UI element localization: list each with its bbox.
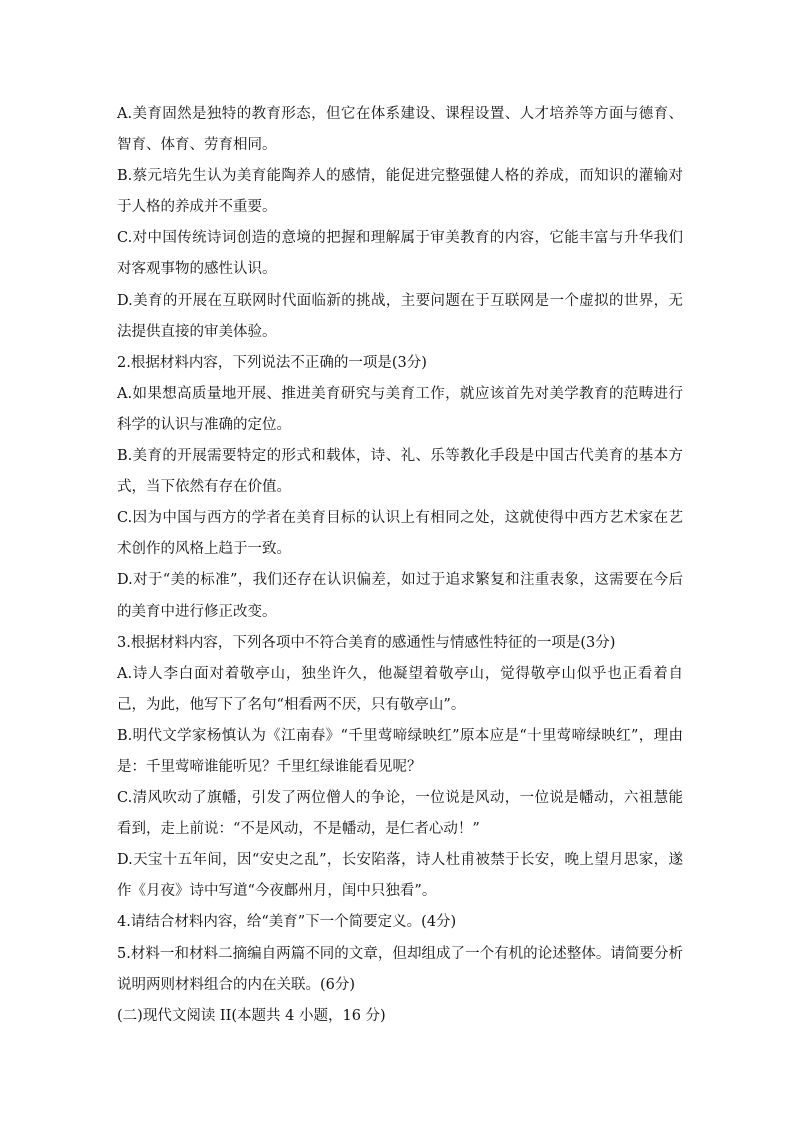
option-3-a: A.诗人李白面对着敬亭山，独坐许久，他凝望着敬亭山，觉得敬亭山似乎也正看着自己，为此，他写下了名句“相看两不厌，只有敬亭山”。 — [117, 665, 683, 713]
option-1-a: A.美育固然是独特的教育形态，但它在体系建设、课程设置、人才培养等方面与德育、智育、体育、劳育相同。 — [117, 106, 683, 154]
option-2-c: C.因为中国与西方的学者在美育目标的认识上有相同之处，这就使得中西方艺术家在艺术创作的风格上趋于一致。 — [117, 510, 683, 558]
question-5: 5.材料一和材料二摘编自两篇不同的文章，但却组成了一个有机的论述整体。请简要分析说明两则材料组合的内在关联。(6分) — [117, 945, 683, 993]
option-1-c: C.对中国传统诗词创造的意境的把握和理解属于审美教育的内容，它能丰富与升华我们对客观事物的感性认识。 — [117, 230, 683, 278]
option-2-b: B.美育的开展需要特定的形式和载体，诗、礼、乐等教化手段是中国古代美育的基本方式，当下依然有存在价值。 — [117, 448, 683, 496]
option-3-c: C.清风吹动了旗幡，引发了两位僧人的争论，一位说是风动，一位说是幡动，六祖慧能看到，走上前说：“不是风动，不是幡动，是仁者心动！” — [117, 790, 683, 838]
option-2-d: D.对于“美的标准”，我们还存在认识偏差，如过于追求繁复和注重表象，这需要在今后的美育中进行修正改变。 — [117, 572, 683, 620]
document-page — [117, 99, 683, 1032]
question-2: 2.根据材料内容，下列说法不正确的一项是(3分) — [117, 354, 427, 371]
option-1-b: B.蔡元培先生认为美育能陶养人的感情，能促进完整强健人格的养成，而知识的灌输对于人格的养成并不重要。 — [117, 168, 683, 216]
option-3-d: D.天宝十五年间，因“安史之乱”，长安陷落，诗人杜甫被禁于长安，晚上望月思家，遂作《月夜》诗中写道“今夜鄜州月，闺中只独看”。 — [117, 852, 683, 900]
option-1-d: D.美育的开展在互联网时代面临新的挑战，主要问题在于互联网是一个虚拟的世界，无法提供直接的审美体验。 — [117, 292, 683, 340]
option-3-b: B.明代文学家杨慎认为《江南春》“千里莺啼绿映红”原本应是“十里莺啼绿映红”，理由是：千里莺啼谁能听见？千里红绿谁能看见呢？ — [117, 727, 683, 775]
section-heading: (二)现代文阅读 II(本题共 4 小题，16 分) — [117, 1007, 386, 1024]
question-4: 4.请结合材料内容，给“美育”下一个简要定义。(4分) — [117, 914, 457, 931]
option-2-a: A.如果想高质量地开展、推进美育研究与美育工作，就应该首先对美学教育的范畴进行科学的认识与准确的定位。 — [117, 385, 683, 433]
question-3: 3.根据材料内容，下列各项中不符合美育的感通性与情感性特征的一项是(3分) — [117, 634, 616, 651]
